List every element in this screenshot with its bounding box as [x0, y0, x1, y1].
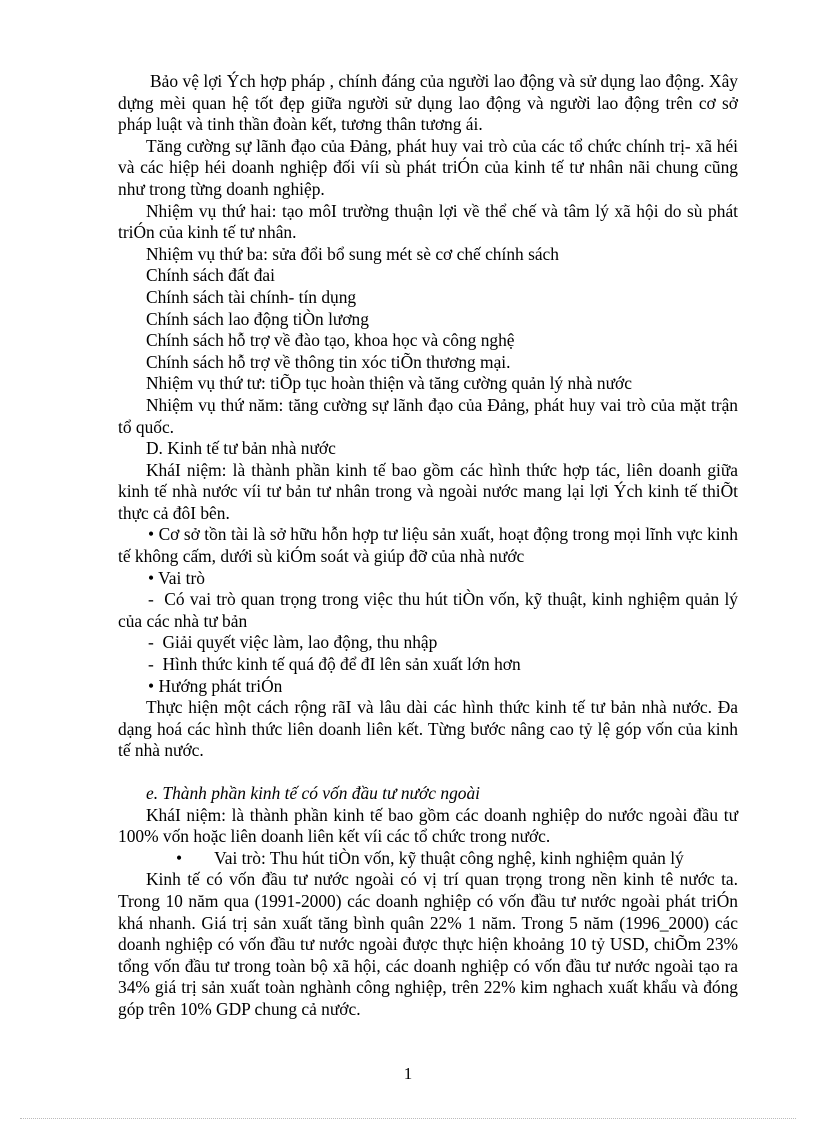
paragraph-task-five: Nhiệm vụ thứ năm: tăng cường sự lãnh đạo của Đảng, phát huy vai trò của mặt trận tổ quốc.	[118, 394, 738, 437]
paragraph-development-direction: Thực hiện một cách rộng rãI và lâu dài các hình thức kinh tế tư bản nhà nước. Đa dạng hoá các hình thức liên doanh liên kết. Từng bước nâng cao tỷ lệ góp vốn của kinh tế nhà nước.	[118, 697, 738, 761]
dash-item	[118, 632, 738, 654]
paragraph-fdi-concept: KháI niệm: là thành phần kinh tế bao gồm các doanh nghiệp do nước ngoài đầu tư 100% vốn hoặc liên doanh liên kết víi các tổ chức trong nước.	[118, 804, 738, 847]
paragraph-party-leadership: Tăng cường sự lãnh đạo của Đảng, phát huy vai trò của các tổ chức chính trị- xã héi và các hiệp héi doanh nghiệp đối víi sù phát triÓn của kinh tế tư nhân nãi chung cũng như trong từng doanh nghiệp.	[118, 135, 738, 199]
dash-text: Giải quyết việc làm, lao động, thu nhập	[162, 632, 438, 653]
paragraph-task-four: Nhiệm vụ thứ tư: tiÕp tục hoàn thiện và tăng cường quản lý nhà nước	[146, 373, 632, 394]
page-body	[118, 71, 738, 1021]
section-heading-e: e. Thành phần kinh tế có vốn đầu tư nước ngoài	[146, 783, 480, 803]
bullet-item	[118, 676, 738, 698]
bullet-text: Cơ sở tồn tài là sở hữu hỗn hợp tư liệu sản xuất, hoạt động trong mọi lĩnh vực kinh tế không cấm, dưới sù kiÓm soát và giúp đỡ của nhà nước	[118, 524, 738, 567]
paragraph-task-three: Nhiệm vụ thứ ba: sửa đổi bổ sung mét sè cơ chế chính sách	[146, 243, 559, 264]
paragraph-fdi-role: Kinh tế có vốn đầu tư nước ngoài có vị trí quan trọng trong nền kinh tê nước ta. Trong 10 năm qua (1991-2000) các doanh nghiệp có vốn đầu tư nước ngoài phát triÓn khá nhanh. Giá trị sản xuất tăng bình quân 22% 1 năm. Trong 5 năm (1996_2000) các doanh nghiệp có vốn đầu tư nước ngoài được thực hiện khoảng 10 tỷ USD, chiÕm 23% tổng vốn đầu tư trong toàn bộ xã hội, các doanh nghiệp có vốn đầu tư nước ngoài tạo ra 34% giá trị sản xuất toàn nghành công nghiệp, trên 22% kim nghach xuất khẩu và đóng góp trên 10% GDP chung cả nước.	[118, 869, 738, 1019]
bullet-text: Hướng phát triÓn	[158, 675, 283, 696]
dash-icon: -	[148, 632, 154, 653]
policy-item: Chính sách tài chính- tín dụng	[146, 286, 357, 307]
dash-text: Hình thức kinh tế quá độ để đI lên sản xuất lớn hơn	[162, 654, 521, 675]
paragraph-task-two: Nhiệm vụ thứ hai: tạo môI trường thuận lợi về thể chế và tâm lý xã hội do sù phát triÓn của kinh tế tư nhân.	[118, 200, 738, 243]
spacer	[118, 762, 738, 783]
bullet-text: Vai trò	[158, 567, 205, 588]
bullet-icon: •	[148, 567, 155, 588]
paragraph-state-capital-concept: KháI niệm: là thành phần kinh tế bao gồm các hình thức hợp tác, liên doanh giữa kinh tế nhà nước víi tư bản tư nhân trong và ngoài nước mang lại lợi Ých kinh tế thiÕt thực cả đôI bên.	[118, 459, 738, 523]
bullet-item	[118, 848, 738, 870]
bullet-icon: •	[176, 847, 183, 868]
bullet-icon: •	[148, 524, 155, 545]
dash-item	[118, 654, 738, 676]
page-bottom-divider	[20, 1118, 796, 1119]
policy-item: Chính sách hỗ trợ về đào tạo, khoa học và công nghệ	[146, 330, 515, 351]
bullet-item	[118, 568, 738, 590]
paragraph-rights: Bảo vệ lợi Ých hợp pháp , chính đáng của người lao động và sử dụng lao động. Xây dựng mèi quan hệ tốt đẹp giữa người sử dụng lao động và người lao động trên cơ sở pháp luật và tinh thần đoàn kết, tương thân tương ái.	[118, 71, 738, 135]
bullet-text: Vai trò: Thu hút tiÒn vốn, kỹ thuật công nghệ, kinh nghiệm quản lý	[214, 847, 684, 868]
bullet-icon: •	[148, 675, 155, 696]
policy-item: Chính sách hỗ trợ về thông tin xóc tiÕn thương mại.	[146, 351, 511, 372]
page-number: 1	[403, 1064, 413, 1083]
dash-icon: -	[148, 654, 154, 675]
dash-item	[118, 589, 738, 632]
policy-item: Chính sách đất đai	[146, 265, 275, 286]
section-heading-d: D. Kinh tế tư bản nhà nước	[146, 438, 336, 459]
bullet-item	[118, 524, 738, 567]
dash-text: Có vai trò quan trọng trong việc thu hút tiÒn vốn, kỹ thuật, kinh nghiệm quản lý của các nhà tư bản	[118, 589, 738, 631]
dash-icon: -	[148, 589, 154, 610]
policy-item: Chính sách lao động tiÒn lương	[146, 308, 369, 329]
